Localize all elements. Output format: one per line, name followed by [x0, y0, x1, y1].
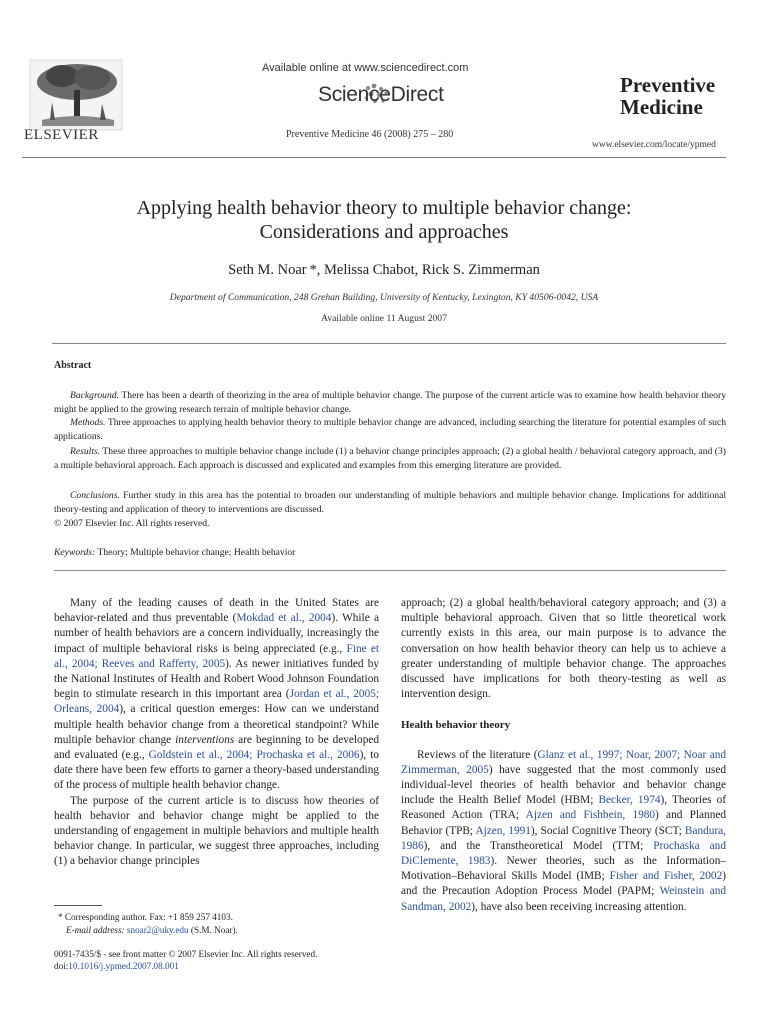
text-run: ), to date there have been few efforts to garner a theory-based understanding of the process of multiple health behavior change.	[54, 749, 379, 792]
background-text: There has been a dearth of theorizing in the area of multiple behavior change. The purpose of the current article was to examine how health behavior theory might be applied to the growing research terrain of multiple behavior change.	[54, 390, 726, 415]
results-label: Results.	[70, 446, 101, 457]
body-right-column	[401, 596, 726, 915]
corresponding-author-note: * Corresponding author. Fax: +1 859 257 4103.	[58, 912, 233, 922]
text-run: ) have suggested that the most commonly used individual-level theories of health behavior and behavior change include the Health Belief Model (HBM;	[401, 763, 726, 807]
sciencedirect-wordmark: ScienceDirect	[318, 83, 444, 106]
email-label: E-mail address:	[66, 925, 125, 935]
issn-note: 0091-7435/$ - see front matter © 2007 Elsevier Inc. All rights reserved.	[54, 949, 318, 959]
journal-url-link[interactable]: www.elsevier.com/locate/ypmed	[592, 140, 716, 150]
text-run: Many of the leading causes of death in the United States are behavior-related and thus preventable (	[54, 597, 379, 625]
text-run: ). Newer theories, such as the Information–Motivation–Behavioral Skills Model (IMB;	[401, 855, 726, 883]
doi-note	[54, 960, 179, 972]
text-run: ). While a number of health behaviors are a concern individually, increasingly the impact of multiple behavioral risks is being appreciated (e.g.,	[54, 612, 379, 655]
citation-link[interactable]: Ajzen, 1991	[475, 824, 531, 837]
availability-date: Available online 11 August 2007	[321, 313, 447, 324]
citation-link[interactable]: Ajzen and Fishbein, 1980	[525, 809, 656, 822]
citation-link[interactable]: Fine et al., 2004; Reeves and Rafferty, 2005	[54, 642, 380, 670]
journal-title-line2: Medicine	[620, 95, 703, 119]
citation-link[interactable]: Jordan et al., 2005; Orleans, 2004	[54, 688, 380, 716]
abstract-copyright: © 2007 Elsevier Inc. All rights reserved.	[54, 518, 210, 529]
citation-link[interactable]: Fisher and Fisher, 2002	[609, 870, 723, 883]
body-left-column	[54, 596, 379, 870]
emphasis-text: interventions	[175, 733, 235, 746]
text-run: Reviews of the literature (	[417, 748, 538, 761]
text-run: ), have also been receiving increasing attention.	[471, 900, 687, 913]
email-note	[66, 924, 238, 936]
text-run: ) and Planned Behavior (TPB;	[401, 809, 727, 837]
body-paragraph	[54, 596, 379, 794]
abstract-background	[54, 389, 726, 417]
methods-text: Three approaches to applying health behavior theory to multiple behavior change are advanced, including searching the literature for potential examples of such applications.	[54, 417, 726, 442]
abstract-methods	[54, 416, 726, 444]
journal-title-line1: Preventive	[620, 73, 716, 97]
abstract-results	[54, 445, 726, 473]
conclusions-label: Conclusions.	[70, 490, 120, 501]
citation-link[interactable]: Glanz et al., 1997; Noar, 2007; Noar and Zimmerman, 2005	[401, 748, 727, 776]
abstract-bottom-divider	[54, 570, 726, 571]
text-run: ), Theories of Reasoned Action (TRA;	[401, 794, 726, 822]
article-title	[40, 196, 728, 244]
abstract-conclusions	[54, 489, 726, 517]
article-title-line2: Considerations and approaches	[259, 221, 509, 243]
citation-link[interactable]: Mokdad et al., 2004	[236, 612, 332, 625]
body-paragraph: The purpose of the current article is to discuss how theories of health behavior and behavior change might be applied to the understanding of engagement in multiple behaviors and multiple health behavior change. In particular, we suggest three approaches, including (1) a behavior change principles	[54, 794, 379, 868]
conclusions-text: Further study in this area has the potential to broaden our understanding of multiple behaviors and multiple behavior change. Implications for additional theory-testing and application of theory to interventions are discussed.	[54, 490, 726, 515]
keywords-label: Keywords:	[54, 547, 96, 558]
text-run: ) and the Precaution Adoption Process Model (PAPM;	[401, 870, 726, 898]
affiliation: Department of Communication, 248 Grehan Building, University of Kentucky, Lexington, KY 40506-0042, USA	[169, 292, 599, 303]
abstract-top-divider	[52, 343, 726, 344]
body-paragraph	[401, 748, 726, 915]
text-run: are beginning to be developed and evaluated (e.g.,	[54, 733, 380, 762]
citation-link[interactable]: Bandura, 1986	[401, 824, 727, 852]
citation-link[interactable]: Becker, 1974	[598, 794, 661, 807]
keywords	[54, 547, 295, 558]
email-suffix: (S.M. Noar).	[188, 925, 238, 935]
doi-link[interactable]: 10.1016/j.ypmed.2007.08.001	[68, 961, 179, 971]
available-online-text: Available online at www.sciencedirect.com	[262, 62, 469, 74]
header-divider	[22, 157, 726, 158]
methods-label: Methods.	[70, 417, 106, 428]
citation-link[interactable]: Weinstein and Sandman, 2002	[401, 885, 727, 913]
text-run: ), Social Cognitive Theory (SCT;	[530, 824, 685, 837]
abstract-heading: Abstract	[54, 360, 92, 371]
background-label: Background.	[70, 390, 119, 401]
text-run: ), and the Transtheoretical Model (TTM;	[423, 839, 654, 852]
journal-reference: Preventive Medicine 46 (2008) 275 – 280	[286, 129, 454, 140]
section-heading: Health behavior theory	[401, 719, 511, 732]
citation-link[interactable]: Goldstein et al., 2004; Prochaska et al., 2006	[148, 749, 360, 762]
text-run: ). As newer initiatives funded by the National Institutes of Health and Robert Wood Johnson Foundation begin to stimulate research in this important area (	[54, 657, 379, 701]
footnote-divider	[54, 905, 102, 906]
journal-title	[620, 74, 715, 118]
text-run: ), a critical question emerges: How can we understand multiple health behavior change from a theoretical standpoint? While multiple behavior change	[54, 703, 379, 746]
results-text: These three approaches to multiple behavior change include (1) a behavior change principles approach; (2) a global health / behavioral category approach, and (3) a multiple behavioral approach. Each approach is discussed and explicated and examples from this emerging literature are provided.	[54, 446, 726, 471]
article-title-line1: Applying health behavior theory to multiple behavior change:	[136, 197, 632, 219]
body-paragraph: approach; (2) a global health/behavioral category approach; and (3) a multiple behavioral approach. Given that so little theoretical work currently exists in this area, our main purpose is to advance the conversation on how health behavior theory can help us to achieve a greater understanding of multiple behavior change. The approaches discussed have implications for both theory-testing as well as intervention design.	[401, 597, 726, 701]
email-link[interactable]: snoar2@uky.edu	[124, 925, 189, 935]
keywords-text: Theory; Multiple behavior change; Health behavior	[95, 547, 296, 558]
author-list: Seth M. Noar *, Melissa Chabot, Rick S. Zimmerman	[228, 262, 540, 278]
doi-label: doi:	[54, 961, 69, 971]
publisher-name: ELSEVIER	[24, 127, 99, 143]
citation-link[interactable]: Prochaska and DiClemente, 1983	[401, 839, 726, 868]
